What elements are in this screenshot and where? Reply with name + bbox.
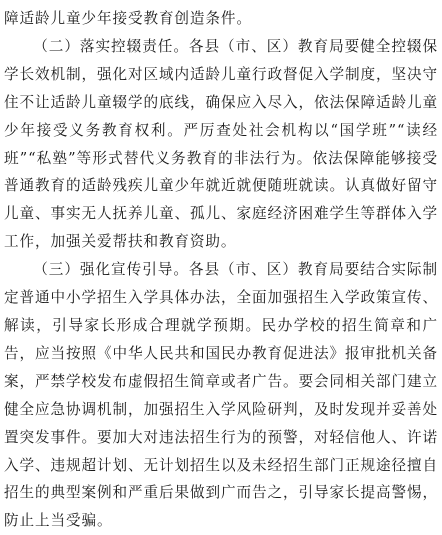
document-body bbox=[4, 5, 438, 535]
paragraph-section-3: （三）强化宣传引导。各县（市、区）教育局要结合实际制定普通中小学招生入学具体办法，全面加强招生入学政策宣传、解读，引导家长形成合理就学预期。民办学校的招生简章和广告，应当按照《中华人民共和国民办教育促进法》报审批机关备案，严禁学校发布虚假招生简章或者广告。要会同相关部门建立健全应急协调机制，加强招生入学风险研判，及时发现并妥善处置突发事件。要加大对违法招生行为的预警，对轻信他人、许诺入学、违规超计划、无计划招生以及未经招生部门正规途径擅自招生的典型案例和严重后果做到广而告之，引导家长提高警惕，防止上当受骗。 bbox=[4, 261, 438, 530]
paragraph-continuation: 障适龄儿童少年接受教育创造条件。 bbox=[4, 10, 252, 27]
paragraph-section-2: （二）落实控辍责任。各县（市、区）教育局要健全控辍保学长效机制，强化对区域内适龄儿童行政督促入学制度，坚决守住不让适龄儿童辍学的底线，确保应入尽入，依法保障适龄儿童少年接受义务教育权利。严厉查处社会机构以“国学班”“读经班”“私塾”等形式替代义务教育的非法行为。依法保障能够接受普通教育的适龄残疾儿童少年就近就便随班就读。认真做好留守儿童、事实无人抚养儿童、孤儿、家庭经济困难学生等群体入学工作，加强关爱帮扶和教育资助。 bbox=[4, 37, 438, 251]
